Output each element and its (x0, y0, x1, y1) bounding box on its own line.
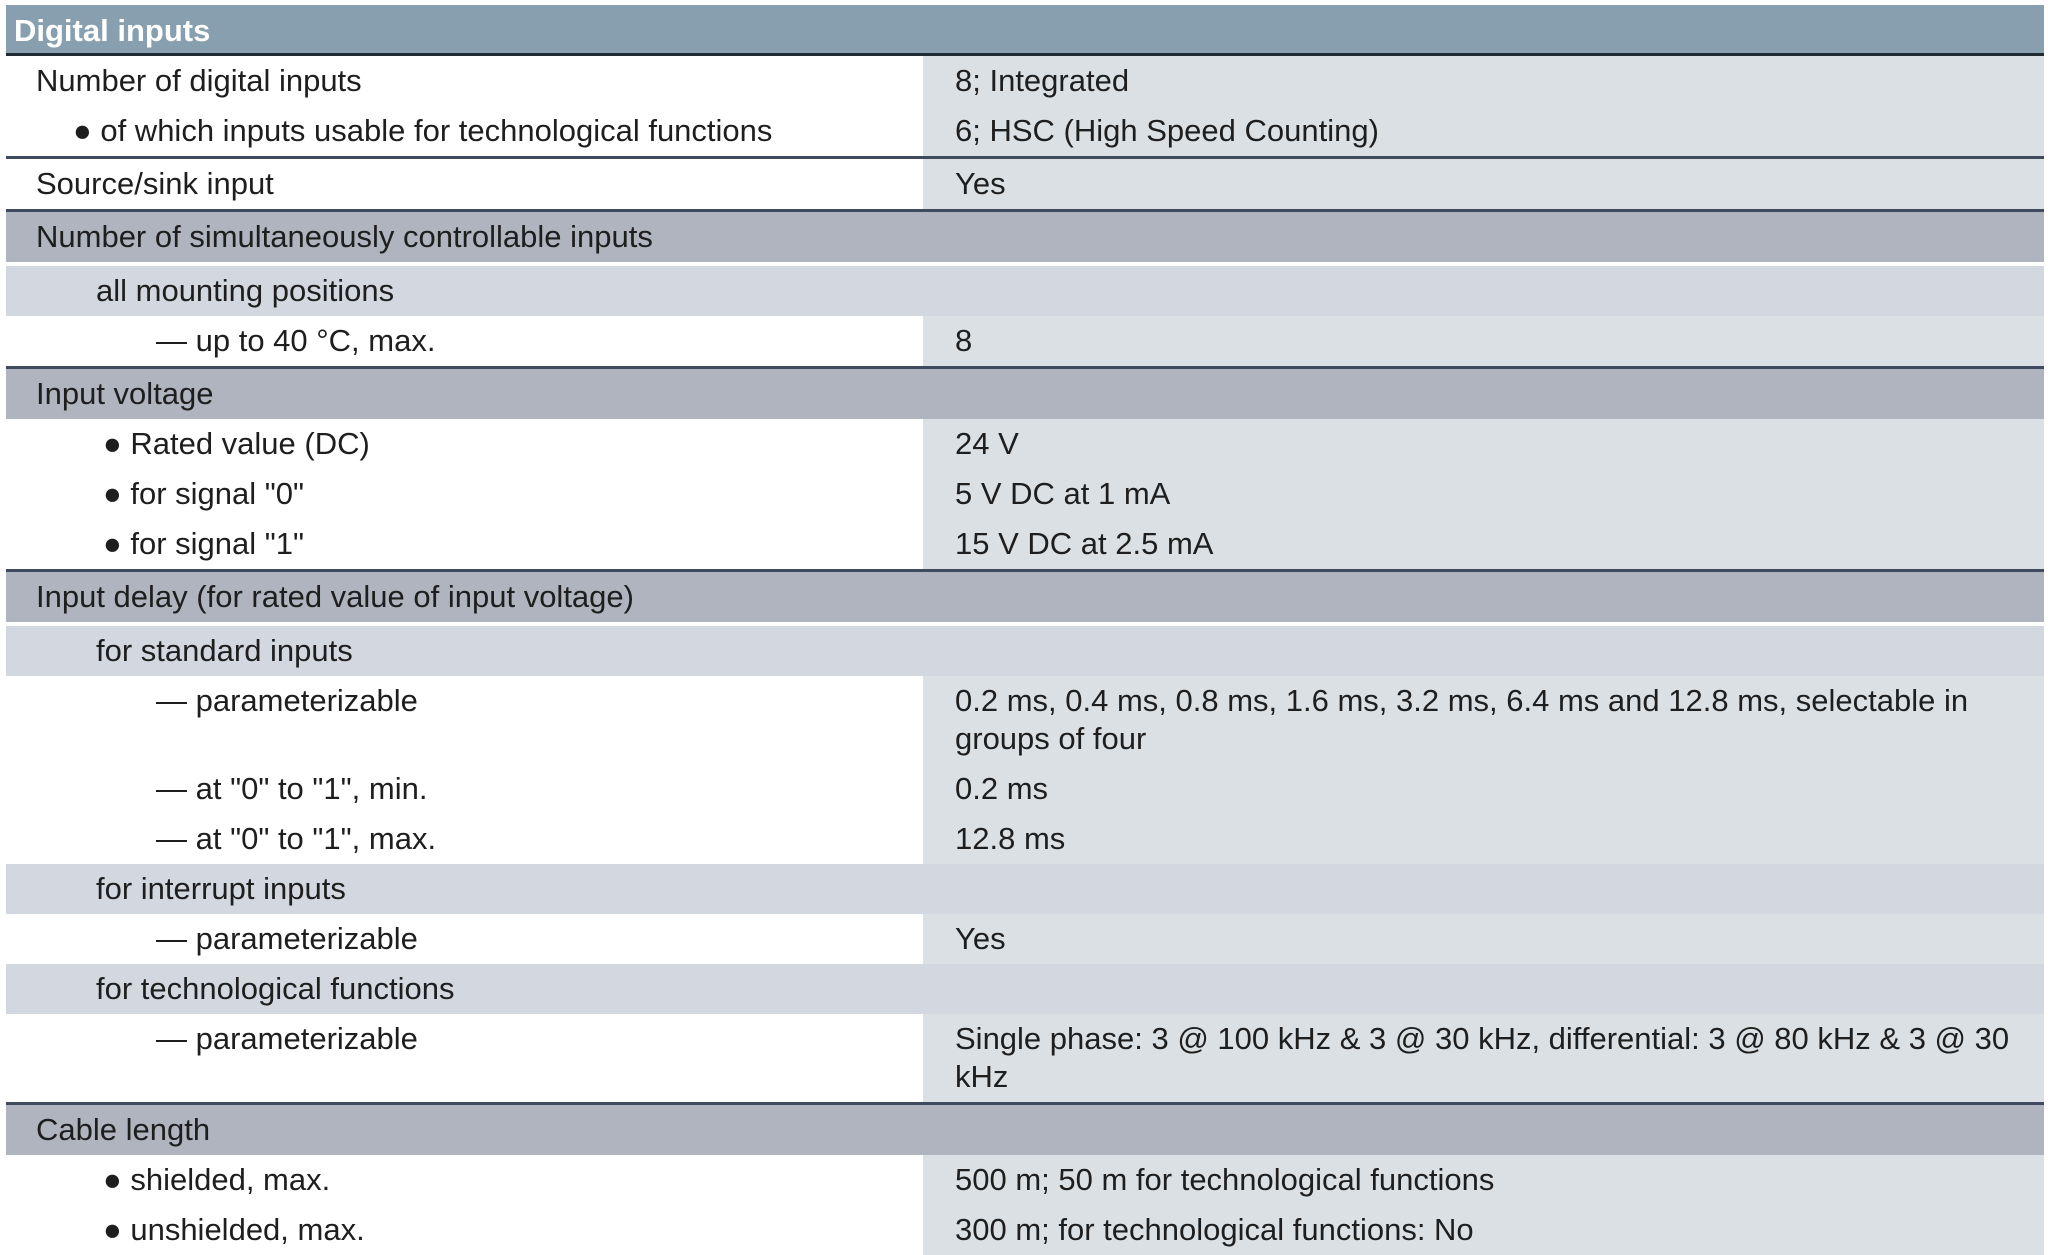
row-value: 8; Integrated (923, 56, 2044, 106)
table-subgroup-row (6, 266, 2044, 316)
row-value (923, 964, 2044, 1014)
row-label: ● for signal "0" (6, 469, 923, 519)
row-label: Source/sink input (6, 159, 923, 209)
row-label: — at "0" to "1", max. (6, 814, 923, 864)
row-value (923, 266, 2044, 316)
row-label: ● of which inputs usable for technological functions (6, 106, 923, 156)
table-row (6, 316, 2044, 366)
row-value (923, 212, 2044, 262)
row-value: Single phase: 3 @ 100 kHz & 3 @ 30 kHz, differential: 3 @ 80 kHz & 3 @ 30 kHz (923, 1014, 2044, 1102)
table-row (6, 519, 2044, 569)
row-label: ● for signal "1" (6, 519, 923, 569)
table-row (6, 469, 2044, 519)
group-label: Input delay (for rated value of input voltage) (36, 579, 634, 614)
group-label: Cable length (36, 1112, 211, 1147)
table-row (6, 1014, 2044, 1102)
row-value (923, 1105, 2044, 1155)
row-value: Yes (923, 914, 2044, 964)
row-value: 8 (923, 316, 2044, 366)
table-subgroup-row (6, 626, 2044, 676)
row-label: ● Rated value (DC) (6, 419, 923, 469)
row-value (923, 626, 2044, 676)
row-label: Number of digital inputs (6, 56, 923, 106)
table-row (6, 156, 2044, 209)
row-value (923, 369, 2044, 419)
table-row (6, 676, 2044, 764)
row-value: 6; HSC (High Speed Counting) (923, 106, 2044, 156)
table-subgroup-row (6, 964, 2044, 1014)
row-value: 24 V (923, 419, 2044, 469)
table-row (6, 1155, 2044, 1205)
table-group-row (6, 1102, 2044, 1155)
group-label: Input voltage (36, 376, 214, 411)
row-value: 12.8 ms (923, 814, 2044, 864)
table-row (6, 419, 2044, 469)
row-value: 15 V DC at 2.5 mA (923, 519, 2044, 569)
table-row (6, 914, 2044, 964)
table-row (6, 106, 2044, 156)
row-value: Yes (923, 159, 2044, 209)
table-row (6, 764, 2044, 814)
row-label: ● unshielded, max. (6, 1205, 923, 1255)
row-label: — parameterizable (6, 1014, 923, 1102)
table-title: Digital inputs (6, 5, 2044, 56)
row-value: 5 V DC at 1 mA (923, 469, 2044, 519)
table-group-row (6, 366, 2044, 419)
table-row (6, 814, 2044, 864)
subgroup-label: for standard inputs (96, 633, 353, 668)
subgroup-label: all mounting positions (96, 273, 395, 308)
row-value: 0.2 ms, 0.4 ms, 0.8 ms, 1.6 ms, 3.2 ms, 6.4 ms and 12.8 ms, selectable in groups of four (923, 676, 2044, 764)
row-label: — at "0" to "1", min. (6, 764, 923, 814)
row-label: — up to 40 °C, max. (6, 316, 923, 366)
table-subgroup-row (6, 864, 2044, 914)
row-value (923, 572, 2044, 622)
row-value (923, 864, 2044, 914)
table-row (6, 1205, 2044, 1255)
row-label: — parameterizable (6, 914, 923, 964)
row-value: 0.2 ms (923, 764, 2044, 814)
row-value: 500 m; 50 m for technological functions (923, 1155, 2044, 1205)
table-group-row (6, 569, 2044, 622)
row-value: 300 m; for technological functions: No (923, 1205, 2044, 1255)
table-row (6, 56, 2044, 106)
group-label: Number of simultaneously controllable inputs (36, 219, 653, 254)
table-group-row (6, 209, 2044, 262)
subgroup-label: for technological functions (96, 971, 455, 1006)
spec-table (6, 5, 2044, 1255)
row-label: ● shielded, max. (6, 1155, 923, 1205)
row-label: — parameterizable (6, 676, 923, 764)
subgroup-label: for interrupt inputs (96, 871, 346, 906)
